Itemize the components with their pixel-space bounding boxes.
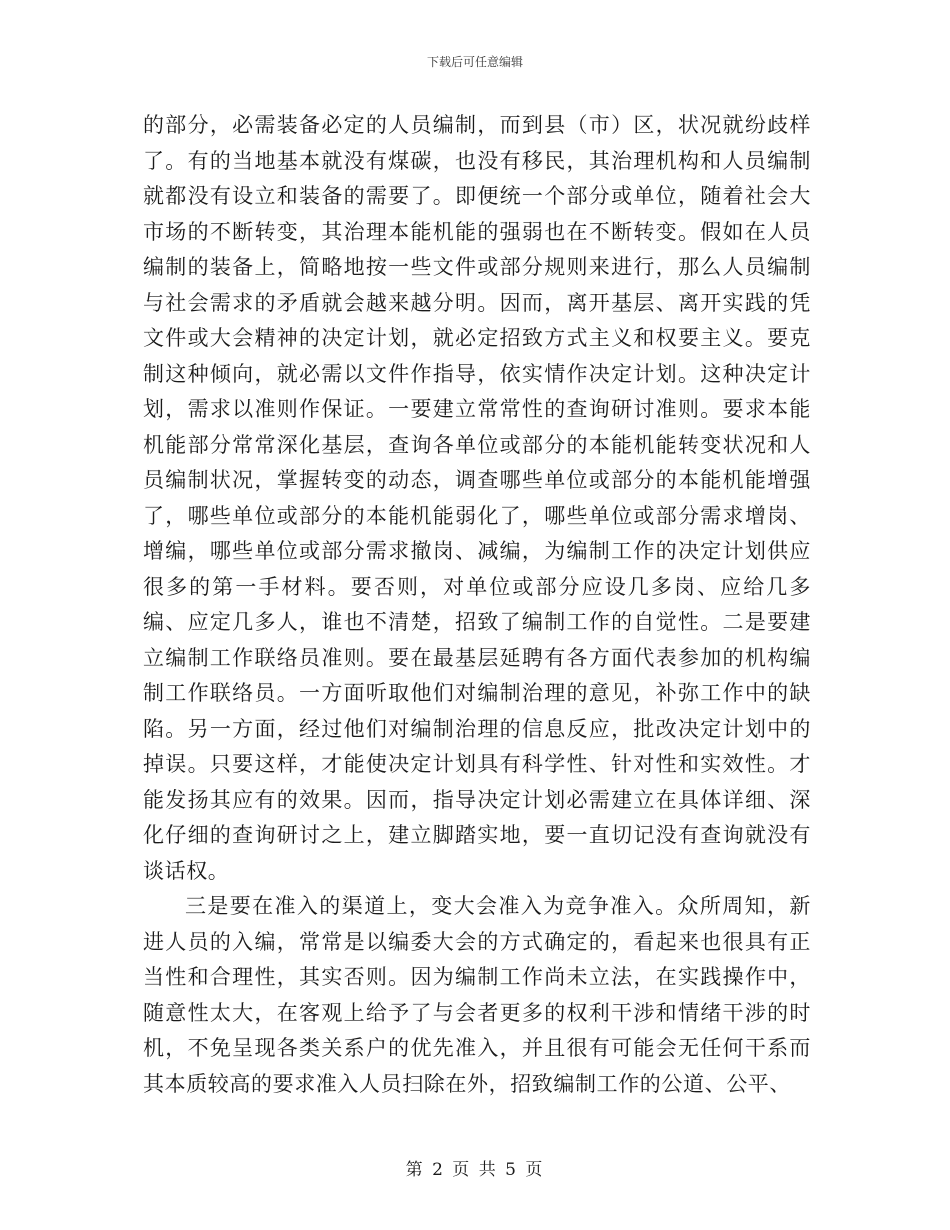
body-paragraph: 三是要在准入的渠道上，变大会准入为竞争准入。众所周知，新进人员的入编，常常是以编委大会的方式确定的，看起来也很具有正当性和合理性，其实否则。因为编制工作尚未立法，在实践操作中，随意性太大，在客观上给予了与会者更多的权利干涉和情绪干涉的时机，不免呈现各类关系户的优先准入，并且很有可能会无任何干系而其本质较高的要求准入人员扫除在外，招致编制工作的公道、公平、 (143, 894, 811, 1096)
body-paragraph: 的部分，必需装备必定的人员编制，而到县（市）区，状况就纷歧样了。有的当地基本就没有煤碳，也没有移民，其治理机构和人员编制就都没有设立和装备的需要了。即便统一个部分或单位，随着社会大市场的不断转变，其治理本能机能的强弱也在不断转变。假如在人员编制的装备上，简略地按一些文件或部分规则来进行，那么人员编制与社会需求的矛盾就会越来越分明。因而，离开基层、离开实践的凭文件或大会精神的决定计划，就必定招致方式主义和权要主义。要克制这种倾向，就必需以文件作指导，依实情作决定计划。这种决定计划，需求以准则作保证。一要建立常常性的查询研讨准则。要求本能机能部分常常深化基层，查询各单位或部分的本能机能转变状况和人员编制状况，掌握转变的动态，调查哪些单位或部分的本能机能增强了，哪些单位或部分的本能机能弱化了，哪些单位或部分需求增岗、增编，哪些单位或部分需求撤岗、减编，为编制工作的决定计划供应很多的第一手材料。要否则，对单位或部分应设几多岗、应给几多编、应定几多人，谁也不清楚，招致了编制工作的自觉性。二是要建立编制工作联络员准则。要在最基层延聘有各方面代表参加的机构编制工作联络员。一方面听取他们对编制治理的意见，补弥工作中的缺陷。另一方面，经过他们对编制治理的信息反应，批改决定计划中的掉误。只要这样，才能使决定计划具有科学性、针对性和实效性。才能发扬其应有的效果。因而，指导决定计划必需建立在具体详细、深化仔细的查询研讨之上，建立脚踏实地，要一直切记没有查询就没有谈话权。 (143, 113, 811, 883)
page-number-footer: 第 2 页 共 5 页 (405, 1160, 545, 1180)
page-header: 下载后可任意编辑 (426, 55, 523, 69)
document-body (143, 108, 811, 1102)
